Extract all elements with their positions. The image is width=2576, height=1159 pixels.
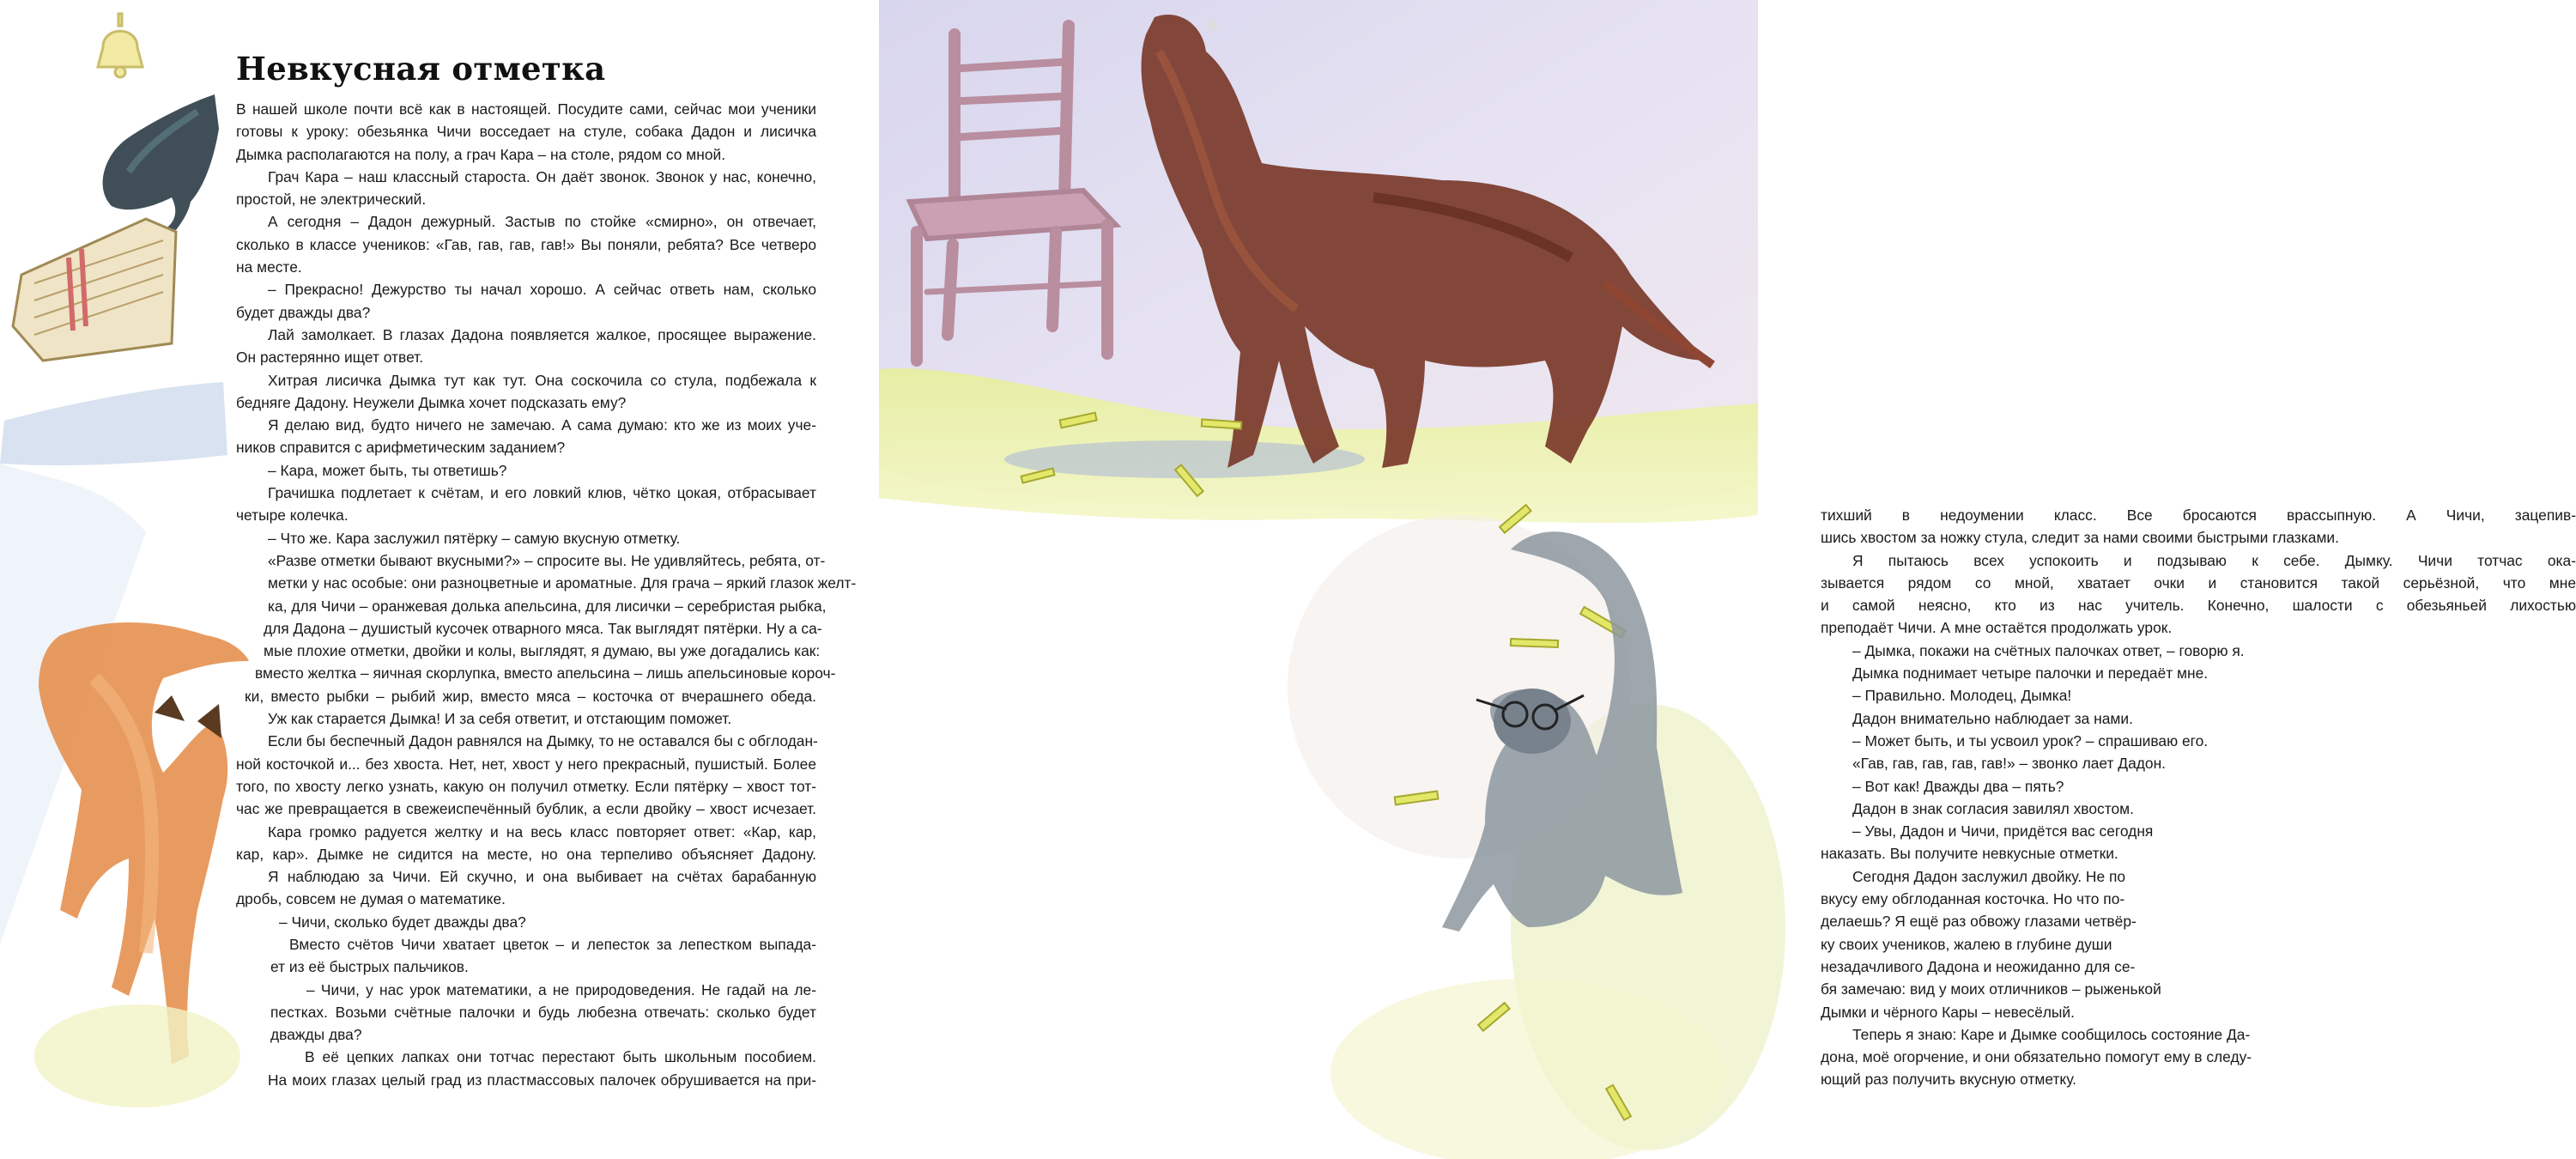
- text-line: дробь, совсем не думая о математике.: [236, 890, 506, 908]
- text-line: ников справится с арифметическим заданием?: [236, 439, 566, 457]
- text-line: вкусу ему обглоданная косточка. Но что по-: [1821, 890, 2125, 908]
- text-line: метки у нас особые: они разноцветные и ароматные. Для грача – яркий глазок желт-: [268, 574, 857, 592]
- text-line: того, по хвосту легко узнать, какую он получил отметку. Если пятёрку – хвост тот-: [236, 777, 816, 795]
- text-line: четыре колечка.: [236, 507, 349, 525]
- text-line: Грачишка подлетает к счётам, и его ловкий клюв, чётко цокая, отбрасывает: [268, 484, 816, 502]
- text-line: – Вот как! Дважды два – пять?: [1852, 777, 2064, 795]
- text-line: тихший в недоумении класс. Все бросаются врассыпную. А Чичи, зацепив-: [1821, 507, 2576, 524]
- text-line: и самой неясно, кто из нас учитель. Конечно, шалости с обезьяньей лихостью: [1821, 597, 2576, 615]
- text-line: – Правильно. Молодец, Дымка!: [1852, 687, 2072, 705]
- text-line: – Может быть, и ты усвоил урок? – спрашиваю его.: [1852, 731, 2209, 749]
- text-line: Я пытаюсь всех успокоить и подзываю к себе. Дымку. Чичи тотчас ока-: [1852, 551, 2576, 569]
- text-line: – Кара, может быть, ты ответишь?: [268, 461, 507, 479]
- text-line: Дымка поднимает четыре палочки и передаёт мне.: [1852, 664, 2209, 683]
- text-line: шись хвостом за ножку стула, следит за нами своими быстрыми глазками.: [1821, 529, 2339, 547]
- text-line: Лай замолкает. В глазах Дадона появляется жалкое, просящее выражение.: [268, 325, 816, 343]
- left-page: [0, 0, 879, 1159]
- text-line: зывается рядом со мной, хватает очки и становится такой серьёзной, что мне: [1821, 573, 2576, 592]
- text-line: делаешь? Я ещё раз обвожу глазами четвёр-: [1821, 913, 2137, 931]
- text-line: Вместо счётов Чичи хватает цветок – и лепесток за лепестком выпада-: [289, 935, 816, 953]
- story-title: Невкусная отметка: [236, 50, 606, 88]
- text-line: простой, не электрический.: [236, 191, 427, 209]
- text-line: незадачливого Дадона и неожиданно для се-: [1821, 957, 2136, 975]
- right-page-text: [1821, 504, 2576, 1091]
- text-line: готовы к уроку: обезьянка Чичи восседает на стуле, собака Дадон и лисичка: [236, 123, 816, 141]
- text-line: В её цепких лапках они тотчас перестают быть школьным пособием.: [305, 1048, 816, 1066]
- text-line: Хитрая лисичка Дымка тут как тут. Она соскочила со стула, подбежала к: [268, 371, 816, 389]
- text-line: бя замечаю: вид у моих отличников – рыженькой: [1821, 980, 2161, 998]
- text-line: Кара громко радуется желтку и на весь класс повторяет ответ: «Кар, кар,: [268, 822, 816, 840]
- text-line: Я наблюдаю за Чичи. Ей скучно, и она выбивает на счётах барабанную: [268, 868, 816, 886]
- text-line: Дадон в знак согласия завилял хвостом.: [1852, 799, 2134, 817]
- text-line: пестках. Возьми счётные палочки и будь любезна отвечать: сколько будет: [270, 1003, 816, 1021]
- text-line: бедняге Дадону. Неужели Дымка хочет подсказать ему?: [236, 393, 627, 411]
- text-line: наказать. Вы получите невкусные отметки.: [1821, 845, 2118, 863]
- text-line: – Увы, Дадон и Чичи, придётся вас сегодня: [1852, 822, 2154, 840]
- text-line: В нашей школе почти всё как в настоящей. Посудите сами, сейчас мои ученики: [236, 100, 816, 118]
- text-line: «Гав, гав, гав, гав, гав!» – звонко лает Дадон.: [1852, 755, 2167, 773]
- text-line: А сегодня – Дадон дежурный. Застыв по стойке «смирно», он отвечает,: [268, 213, 816, 231]
- left-page-text: [236, 98, 857, 1091]
- text-line: – Чичи, у нас урок математики, а не природоведения. Не гадай на ле-: [306, 980, 816, 998]
- text-line: Дымка располагаются на полу, а грач Кара – на столе, рядом со мной.: [236, 145, 726, 163]
- text-line: – Дымка, покажи на счётных палочках ответ, – говорю я.: [1852, 641, 2245, 659]
- text-line: кар, кар». Дымке не сидится на месте, но она терпеливо объясняет Дадону.: [236, 845, 816, 863]
- text-line: – Что же. Кара заслужил пятёрку – самую вкусную отметку.: [268, 529, 681, 547]
- text-line: – Чичи, сколько будет дважды два?: [279, 913, 526, 931]
- text-line: Грач Кара – наш классный староста. Он даёт звонок. Звонок у нас, конечно,: [268, 167, 816, 185]
- text-line: будет дважды два?: [236, 303, 371, 321]
- text-line: Если бы беспечный Дадон равнялся на Дымку, то не оставался бы с обглодан-: [268, 732, 818, 750]
- text-line: На моих глазах целый град из пластмассовых палочек обрушивается на при-: [268, 1071, 816, 1089]
- text-line: Теперь я знаю: Каре и Дымке сообщилось состояние Да-: [1852, 1025, 2251, 1043]
- text-line: ет из её быстрых пальчиков.: [270, 958, 469, 976]
- text-line: ки, вместо рыбки – рыбий жир, вместо мяса – косточка от вчерашнего обеда.: [245, 687, 816, 705]
- text-line: вместо желтка – яичная скорлупка, вместо апельсина – лишь апельсиновые короч-: [255, 664, 836, 683]
- text-line: сколько в классе учеников: «Гав, гав, гав, гав!» Вы поняли, ребята? Все четверо: [236, 235, 816, 253]
- text-line: ку своих учеников, жалею в глубине души: [1821, 935, 2112, 953]
- text-line: для Дадона – душистый кусочек отварного мяса. Так выглядят пятёрки. Ну а са-: [264, 619, 822, 637]
- text-line: на месте.: [236, 258, 302, 276]
- text-line: мые плохие отметки, двойки и колы, выглядят, я думаю, вы уже догадались как:: [264, 642, 821, 660]
- text-line: дона, моё огорчение, и они обязательно помогут ему в следу-: [1821, 1048, 2252, 1066]
- right-page: [879, 0, 2576, 1159]
- text-line: Я делаю вид, будто ничего не замечаю. А сама думаю: кто же из моих уче-: [268, 416, 816, 434]
- text-line: преподаёт Чичи. А мне остаётся продолжать урок.: [1821, 619, 2173, 637]
- text-line: Дадон внимательно наблюдает за нами.: [1852, 709, 2133, 727]
- text-line: ющий раз получить вкусную отметку.: [1821, 1071, 2077, 1089]
- text-line: Он растерянно ищет ответ.: [236, 349, 424, 367]
- text-line: – Прекрасно! Дежурство ты начал хорошо. А сейчас ответь нам, сколько: [268, 281, 816, 299]
- text-line: ка, для Чичи – оранжевая долька апельсина, для лисички – серебристая рыбка,: [268, 597, 827, 615]
- text-line: «Разве отметки бывают вкусными?» – спросите вы. Не удивляйтесь, ребята, от-: [268, 551, 826, 569]
- text-line: Уж как старается Дымка! И за себя ответит, и отстающим поможет.: [268, 710, 732, 728]
- text-line: дважды два?: [270, 1026, 362, 1044]
- text-line: Сегодня Дадон заслужил двойку. Не по: [1852, 867, 2126, 885]
- text-line: час же превращается в свежеиспечённый бублик, а если двойку – хвост исчезает.: [236, 800, 816, 818]
- text-line: ной косточкой и... без хвоста. Нет, нет, хвост у него прекрасный, пушистый. Более: [236, 755, 816, 773]
- text-line: Дымки и чёрного Кары – невесёлый.: [1821, 1003, 2075, 1021]
